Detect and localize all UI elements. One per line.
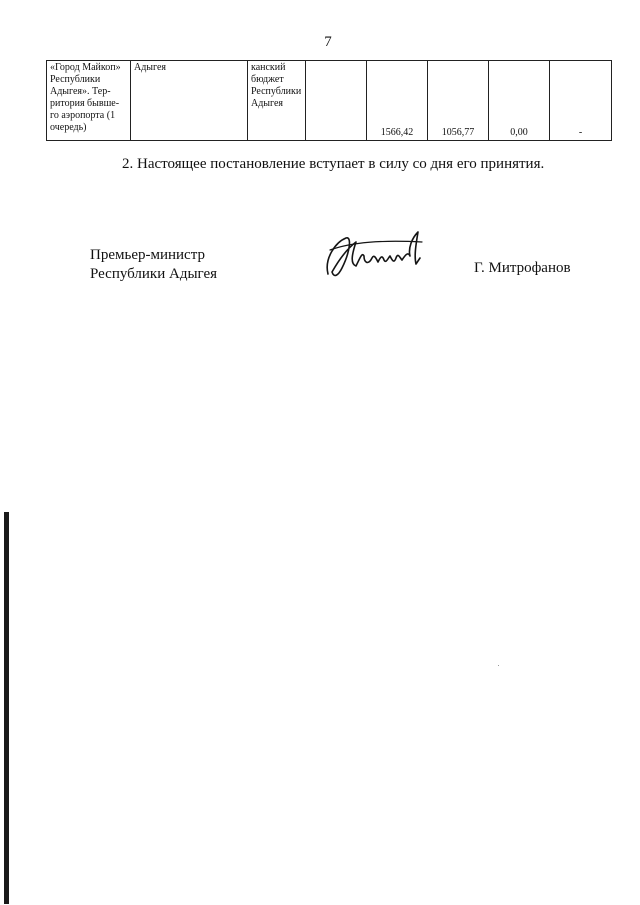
value-cell-2: 1056,77 xyxy=(428,61,489,141)
source-cell xyxy=(248,61,306,141)
value-cell-1: 1566,42 xyxy=(367,61,428,141)
object-text: «Город Майкоп» Республики Адыгея». Тер- ритория бывше- го аэропорта (1 очередь) xyxy=(50,62,121,133)
source-text: канский бюджет Республики Адыгея xyxy=(251,62,302,109)
signer-name: Г. Митрофанов xyxy=(474,260,571,276)
location-text: Адыгея xyxy=(134,62,167,73)
scan-edge-mark xyxy=(4,512,9,904)
table-row xyxy=(47,61,612,141)
location-cell xyxy=(131,61,248,141)
scan-dot-mark xyxy=(498,665,499,666)
page-number: 7 xyxy=(324,34,332,50)
object-cell xyxy=(47,61,131,141)
signature-icon xyxy=(322,228,432,282)
effective-clause: 2. Настоящее постановление вступает в силу со дня его принятия. xyxy=(122,156,545,172)
empty-cell xyxy=(306,61,367,141)
value-cell-4: - xyxy=(550,61,612,141)
value-cell-3: 0,00 xyxy=(489,61,550,141)
signer-title: Премьер-министр Республики Адыгея xyxy=(90,247,218,282)
budget-table xyxy=(46,60,612,141)
